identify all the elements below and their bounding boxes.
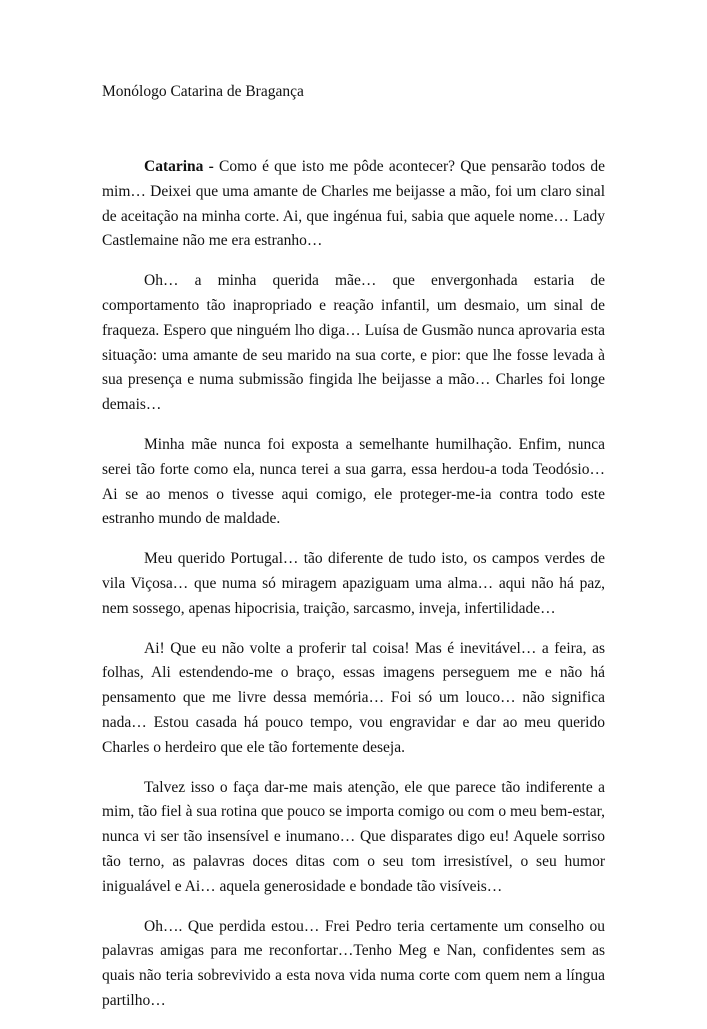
paragraph-4: Meu querido Portugal… tão diferente de tudo isto, os campos verdes de vila Viçosa… que numa só miragem apaziguam uma alma… aqui não há paz, nem sossego, apenas hipocrisia, traição, sarcasmo, inveja, infertilidade… — [102, 550, 605, 617]
document-title: Monólogo Catarina de Bragança — [102, 83, 304, 100]
document-body — [102, 155, 605, 1029]
speaker-name: Catarina - — [144, 158, 214, 175]
paragraph-3: Minha mãe nunca foi exposta a semelhante humilhação. Enfim, nunca serei tão forte como ela, nunca terei a sua garra, essa herdou-a toda Teodósio… Ai se ao menos o tivesse aqui comigo, ele proteger-me-ia contra todo este estranho mundo de maldade. — [102, 435, 605, 528]
paragraph-6: Talvez isso o faça dar-me mais atenção, ele que parece tão indiferente a mim, tão fiel à sua rotina que pouco se importa comigo ou com o meu bem-estar, nunca vi ser tão insensível e inumano… Que disparates digo eu! Aquele sorriso tão terno, as palavras doces ditas com o seu tom irresistível, o seu humor inigualável e Ai… aquela generosidade e bondade tão visíveis… — [102, 778, 605, 895]
paragraph-1-text: Como é que isto me pôde acontecer? Que pensarão todos de mim… Deixei que uma amante de Charles me beijasse a mão, foi um claro sinal de aceitação na minha corte. Ai, que ingénua fui, sabia que aquele nome… Lady Castlemaine não me era estranho… — [102, 158, 605, 250]
paragraph-2: Oh… a minha querida mãe… que envergonhada estaria de comportamento tão inapropriado e reação infantil, um desmaio, um sinal de fraqueza. Espero que ninguém lho diga… Luísa de Gusmão nunca aprovaria esta situação: uma amante de seu marido na sua corte, e pior: que lhe fosse levada à sua presença e numa submissão fingida lhe beijasse a mão… Charles foi longe demais… — [102, 272, 605, 414]
paragraph-5: Ai! Que eu não volte a proferir tal coisa! Mas é inevitável… a feira, as folhas, Ali estendendo-me o braço, essas imagens perseguem me e não há pensamento que me livre dessa memória… Foi só um louco… não significa nada… Estou casada há pouco tempo, vou engravidar e dar ao meu querido Charles o herdeiro que ele tão fortemente deseja. — [102, 639, 605, 756]
paragraph-7: Oh…. Que perdida estou… Frei Pedro teria certamente um conselho ou palavras amigas para me reconfortar…Tenho Meg e Nan, confidentes sem as quais não teria sobrevivido a esta nova vida numa corte com quem nem a língua partilho… — [102, 917, 605, 1009]
paragraph-1 — [102, 155, 605, 254]
